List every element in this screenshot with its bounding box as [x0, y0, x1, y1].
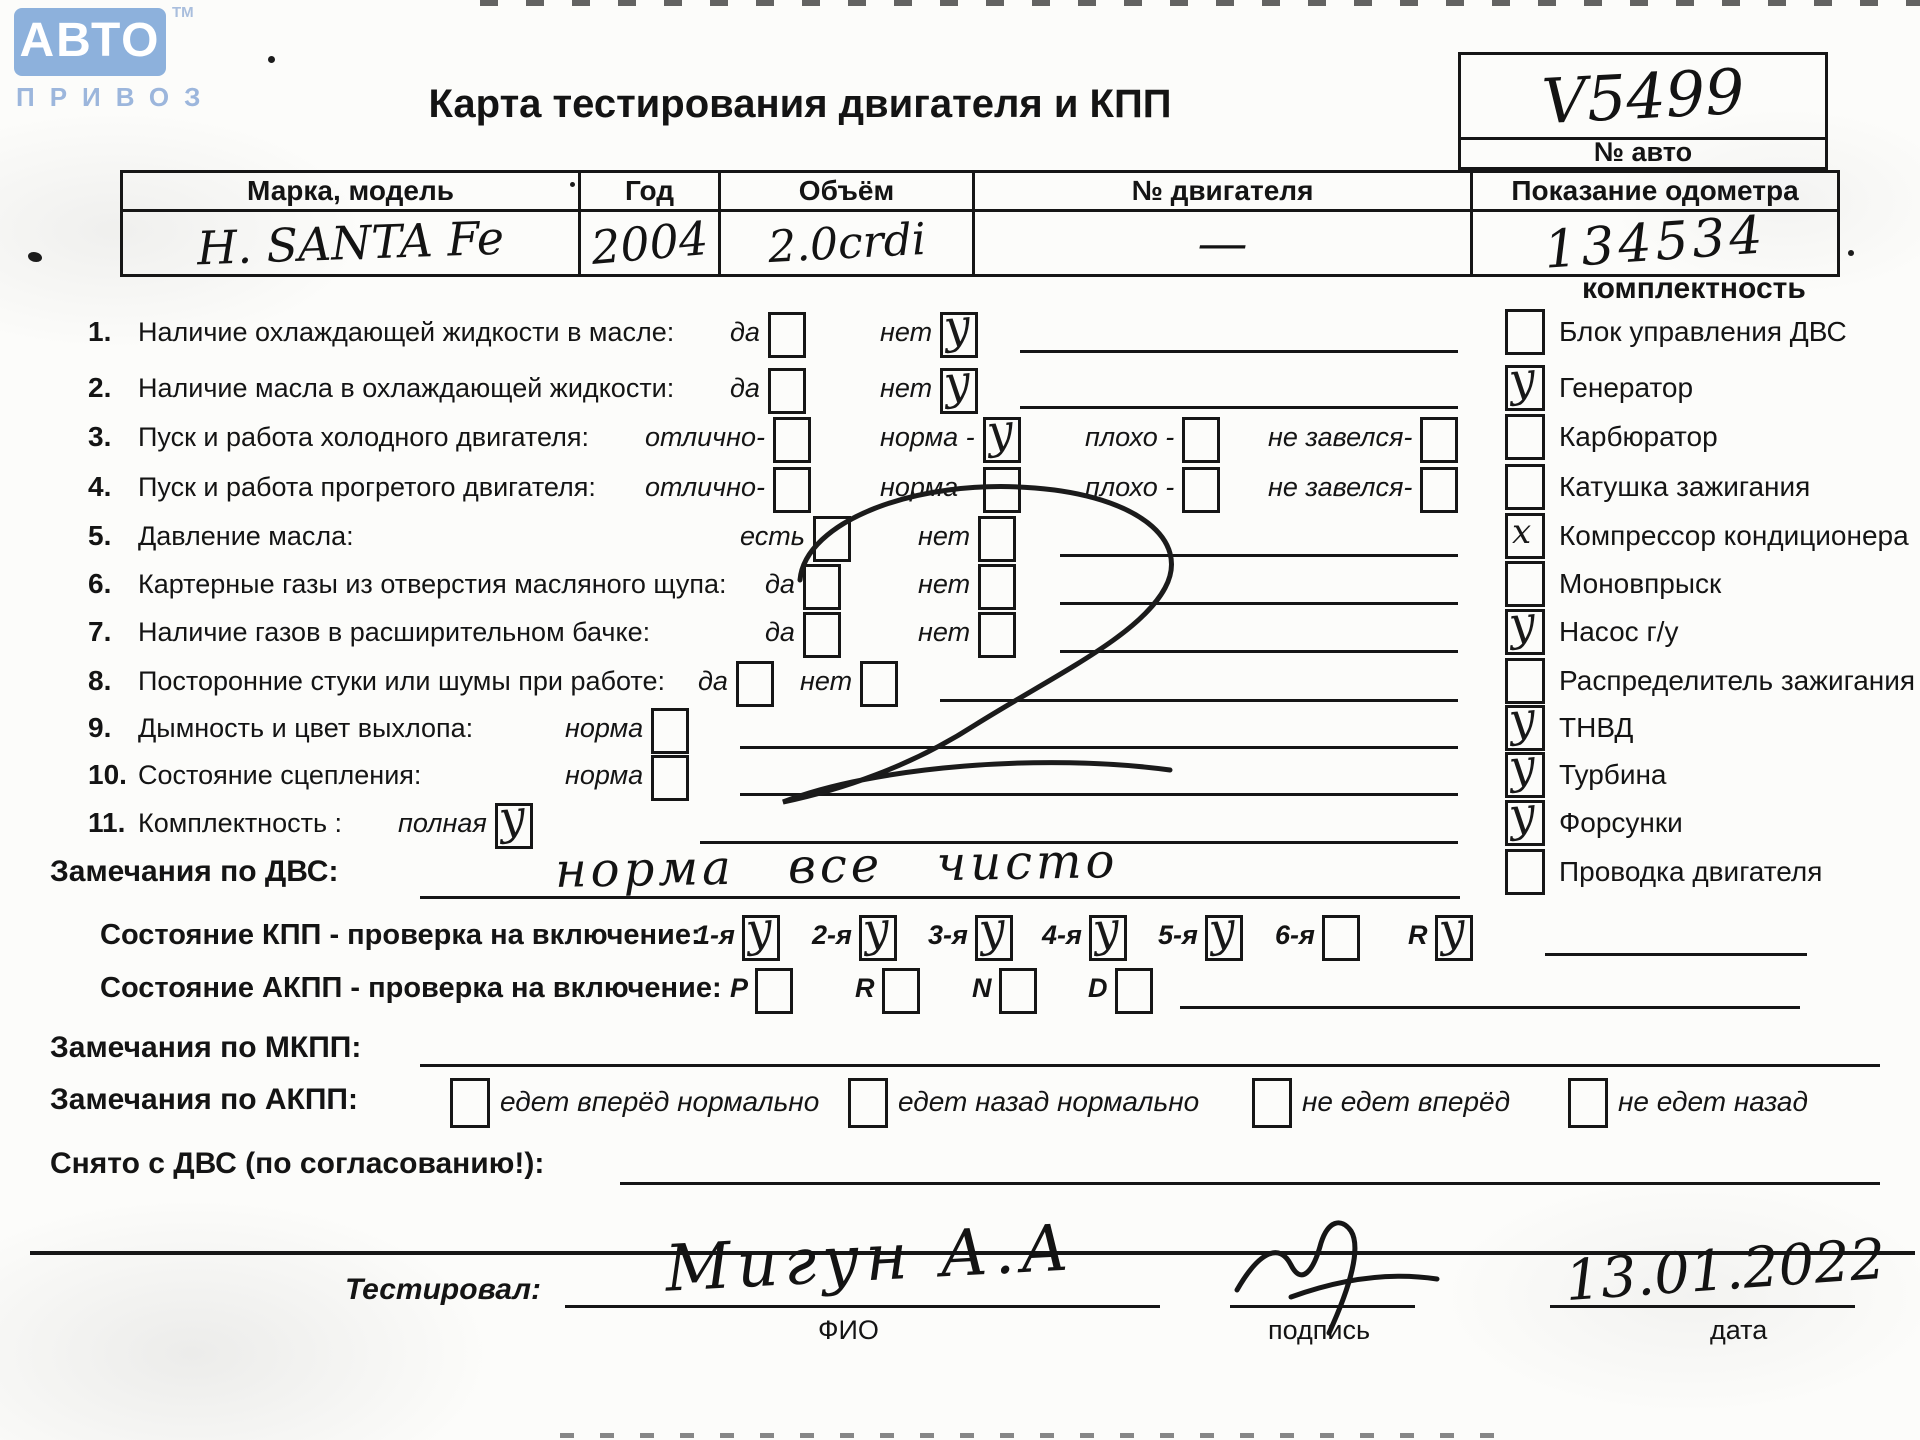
removed-line[interactable]: [620, 1182, 1880, 1185]
item-label: Состояние сцепления:: [138, 760, 422, 790]
tester-name-handwriting: Мигун А.А: [663, 1211, 1077, 1307]
option-label: отлично-: [645, 472, 765, 502]
option-label: нет: [918, 617, 971, 647]
equipment-item: [1505, 801, 1683, 845]
scan-edge-artifact-top: [480, 0, 1920, 6]
checkbox-da[interactable]: [768, 312, 806, 358]
tested-by-label: Тестировал:: [345, 1273, 541, 1306]
table-header-row: [122, 172, 1839, 211]
item-label: Наличие охлаждающей жидкости в масле:: [138, 317, 675, 347]
gear-1: [695, 913, 780, 961]
checkbox-ignition-coil[interactable]: [1505, 464, 1545, 510]
gear-label: 5-я: [1158, 920, 1198, 950]
equipment-item: [1505, 514, 1909, 558]
checkbox-plokho[interactable]: [1182, 417, 1220, 463]
checkbox-injectors[interactable]: [1505, 800, 1545, 846]
checkbox-gear-6[interactable]: [1322, 915, 1360, 961]
checkbox-ne-zavelsya[interactable]: [1420, 467, 1458, 513]
equipment-label: Турбина: [1559, 759, 1667, 790]
equipment-label: Компрессор кондиционера: [1559, 520, 1909, 551]
akpp-option-label: едет назад нормально: [898, 1086, 1200, 1117]
col-brand-model: Марка, модель: [122, 172, 580, 211]
equipment-label: Распределитель зажигания: [1559, 665, 1916, 696]
checkbox-gear-d[interactable]: [1115, 968, 1153, 1014]
equipment-label: Катушка зажигания: [1559, 471, 1811, 502]
gear-label: D: [1088, 973, 1108, 1003]
equipment-item: [1505, 850, 1822, 894]
checkbox-net[interactable]: [940, 312, 978, 358]
write-line[interactable]: [1180, 1006, 1800, 1009]
checkbox-otlichno[interactable]: [773, 417, 811, 463]
checkbox-power-steering-pump[interactable]: [1505, 609, 1545, 655]
checkbox-polnaya[interactable]: [495, 803, 533, 849]
item-label: Давление масла:: [138, 521, 354, 551]
option-net: [880, 366, 978, 414]
checkbox-engine-ecu[interactable]: [1505, 309, 1545, 355]
equipment-label: Моновпрыск: [1559, 568, 1722, 599]
gear-3: [928, 913, 1013, 961]
date-handwriting: 13.01.2022: [1563, 1226, 1888, 1315]
option-label: нет: [880, 373, 933, 403]
akpp-remarks-label: Замечания по АКПП:: [50, 1083, 358, 1116]
equipment-label: Насос г/у: [1559, 616, 1679, 647]
option-label: нет: [918, 569, 971, 599]
checkbox-net[interactable]: [940, 368, 978, 414]
completeness-header: комплектность: [1582, 272, 1806, 305]
gear-label: 2-я: [812, 920, 852, 950]
item-label: Пуск и работа холодного двигателя:: [138, 422, 589, 452]
car-number-label: № авто: [1458, 137, 1828, 170]
option-plokho: [1085, 415, 1220, 463]
item-number: 8.: [88, 665, 112, 696]
option-norma: [565, 706, 689, 754]
kpp-label: Состояние КПП - проверка на включение:: [100, 919, 701, 951]
kpp-row: [0, 913, 1920, 957]
engine-number-value: —: [1197, 214, 1248, 272]
gear-label: P: [730, 973, 749, 1003]
option-label: отлично-: [645, 422, 765, 452]
gear-r: [1408, 913, 1473, 961]
fio-line[interactable]: [565, 1305, 1160, 1308]
checkbox-gear-5[interactable]: [1205, 915, 1243, 961]
akpp-option-label: не едет назад: [1618, 1086, 1808, 1117]
option-norma: [880, 415, 1021, 463]
item-number: 11.: [88, 807, 126, 838]
page-title: Карта тестирования двигателя и КПП: [428, 82, 1172, 126]
equipment-label: Форсунки: [1559, 807, 1683, 838]
gear-label: 1-я: [695, 920, 735, 950]
checkbox-norma[interactable]: [651, 708, 689, 754]
equipment-item: [1505, 659, 1915, 703]
option-label: есть: [740, 521, 805, 551]
option-da: [730, 310, 806, 358]
signature-label: подпись: [1268, 1315, 1371, 1345]
vehicle-header-table: [120, 170, 1840, 281]
gear-label: 4-я: [1042, 920, 1082, 950]
write-line[interactable]: [1020, 350, 1458, 353]
cell-brand-model[interactable]: [122, 211, 580, 276]
equipment-item: [1505, 465, 1810, 509]
checkbox-gear-3[interactable]: [975, 915, 1013, 961]
item-number: 1.: [88, 316, 112, 347]
car-number-value: V5499: [1539, 54, 1747, 138]
table-value-row: [122, 211, 1839, 276]
option-da: [730, 366, 806, 414]
akpp-option-label: не едет вперёд: [1302, 1086, 1511, 1117]
option-label: плохо -: [1085, 422, 1175, 452]
date-label: дата: [1710, 1315, 1768, 1345]
checkbox-reverse-ok[interactable]: [848, 1078, 888, 1128]
akpp-option-no-forward: [1252, 1078, 1510, 1128]
item-number: 5.: [88, 520, 112, 551]
gear-5: [1158, 913, 1243, 961]
col-engine-number: № двигателя: [974, 172, 1472, 211]
item-label: Пуск и работа прогретого двигателя:: [138, 472, 596, 502]
option-otlichno: [645, 415, 811, 463]
checkbox-gear-r[interactable]: [882, 968, 920, 1014]
option-label: да: [730, 373, 760, 403]
checkbox-engine-wiring[interactable]: [1505, 849, 1545, 895]
ink-speck: [268, 56, 275, 63]
option-label: полная: [398, 808, 487, 838]
equipment-label: ТНВД: [1559, 712, 1634, 743]
checkbox-forward-ok[interactable]: [450, 1078, 490, 1128]
cell-year[interactable]: [580, 211, 720, 276]
item-number: 3.: [88, 421, 112, 452]
akpp-option-reverse-ok: [848, 1078, 1199, 1128]
equipment-item: [1505, 610, 1678, 654]
col-volume: Объём: [720, 172, 974, 211]
option-label: норма -: [880, 422, 975, 452]
gear-2: [812, 913, 897, 961]
mkpp-remarks-label: Замечания по МКПП:: [50, 1031, 362, 1064]
cell-engine-number[interactable]: [974, 211, 1472, 276]
option-ne-zavelsya: [1268, 415, 1458, 463]
item-label: Дымность и цвет выхлопа:: [138, 713, 474, 743]
gear-label: R: [855, 973, 875, 1003]
logo-subtitle: ПРИВОЗ: [16, 82, 216, 112]
checkbox-gear-2[interactable]: [859, 915, 897, 961]
equipment-item: [1505, 415, 1718, 459]
option-label: плохо -: [1085, 472, 1175, 502]
gear-n: [972, 966, 1037, 1014]
fio-label: ФИО: [818, 1315, 879, 1345]
checkbox-norma[interactable]: [651, 755, 689, 801]
equipment-item: [1505, 562, 1721, 606]
checkbox-norma[interactable]: [983, 417, 1021, 463]
option-label: нет: [800, 666, 853, 696]
gear-4: [1042, 913, 1127, 961]
brand-model-value: H. SANTA Fe: [196, 210, 505, 276]
checkbox-gear-4[interactable]: [1089, 915, 1127, 961]
write-line[interactable]: [1020, 406, 1458, 409]
akpp-remarks-row: [0, 1078, 1920, 1126]
checkbox-no-forward[interactable]: [1252, 1078, 1292, 1128]
option-label: норма -: [880, 472, 975, 502]
item-label: Картерные газы из отверстия масляного щупа:: [138, 569, 727, 599]
checkbox-ac-compressor[interactable]: [1505, 513, 1545, 559]
item-number: 10.: [88, 759, 127, 790]
dvs-remarks-value: норма все чисто: [554, 833, 1119, 899]
dvs-remarks-label: Замечания по ДВС:: [50, 855, 339, 888]
akpp-row: [0, 966, 1920, 1010]
item-label: Комплектность :: [138, 808, 343, 838]
checkbox-gear-n[interactable]: [999, 968, 1037, 1014]
gear-6: [1275, 913, 1360, 961]
odometer-value: 134534: [1541, 205, 1769, 281]
item-number: 9.: [88, 712, 112, 743]
col-year: Год: [580, 172, 720, 211]
gear-p: [730, 966, 793, 1014]
checkbox-gear-1[interactable]: [742, 915, 780, 961]
option-label: нет: [880, 317, 933, 347]
option-polnaya: [398, 801, 533, 849]
mkpp-remarks-line[interactable]: [420, 1064, 1880, 1067]
checkbox-carburetor[interactable]: [1505, 414, 1545, 460]
write-line[interactable]: [1545, 953, 1807, 956]
equipment-label: Генератор: [1559, 372, 1694, 403]
item-label: Посторонние стуки или шумы при работе:: [138, 666, 665, 696]
equipment-label: Карбюратор: [1559, 421, 1718, 452]
checkbox-no-reverse[interactable]: [1568, 1078, 1608, 1128]
akpp-option-forward-ok: [450, 1078, 819, 1128]
checkbox-da[interactable]: [768, 368, 806, 414]
cell-odometer[interactable]: [1472, 205, 1839, 281]
logo-tm-mark: TM: [172, 4, 194, 21]
checkbox-gear-p[interactable]: [755, 968, 793, 1014]
ink-speck: [1848, 250, 1854, 256]
option-label: норма: [565, 713, 644, 743]
gear-label: 3-я: [928, 920, 968, 950]
item-number: 7.: [88, 616, 112, 647]
option-label: нет: [918, 521, 971, 551]
ink-speck: [28, 252, 42, 262]
handwritten-grade-2-scrawl: [745, 470, 1215, 820]
item-number: 4.: [88, 471, 112, 502]
removed-from-engine-label: Снято с ДВС (по согласованию!):: [50, 1147, 545, 1180]
item-number: 2.: [88, 372, 112, 403]
volume-value: 2.0crdi: [766, 213, 927, 273]
year-value: 2004: [588, 211, 711, 275]
option-net: [880, 310, 978, 358]
option-norma: [565, 753, 689, 801]
gear-d: [1088, 966, 1153, 1014]
cell-volume[interactable]: [720, 211, 974, 276]
gear-label: 6-я: [1275, 920, 1315, 950]
option-ne-zavelsya: [1268, 465, 1458, 513]
equipment-item: [1505, 366, 1693, 410]
item-label: Наличие масла в охлаждающей жидкости:: [138, 373, 675, 403]
item-label: Наличие газов в расширительном бачке:: [138, 617, 651, 647]
item-number: 6.: [88, 568, 112, 599]
checkbox-generator[interactable]: [1505, 365, 1545, 411]
option-label: да: [698, 666, 728, 696]
signature-scribble: [1225, 1205, 1465, 1335]
equipment-label: Проводка двигателя: [1559, 856, 1823, 887]
checkbox-ne-zavelsya[interactable]: [1420, 417, 1458, 463]
gear-r: [855, 966, 920, 1014]
gear-label: R: [1408, 920, 1428, 950]
option-label: да: [765, 617, 795, 647]
equipment-label: Блок управления ДВС: [1559, 316, 1847, 347]
akpp-option-no-reverse: [1568, 1078, 1808, 1128]
option-label: не завелся-: [1268, 472, 1413, 502]
equipment-item: [1505, 310, 1847, 354]
checkbox-gear-r[interactable]: [1435, 915, 1473, 961]
option-label: норма: [565, 760, 644, 790]
car-number-box: [1458, 52, 1828, 140]
option-label: да: [730, 317, 760, 347]
akpp-label: Состояние АКПП - проверка на включение:: [100, 972, 722, 1004]
col-odometer: Показание одометра: [1472, 172, 1839, 211]
option-label: да: [765, 569, 795, 599]
option-label: не завелся-: [1268, 422, 1413, 452]
akpp-option-label: едет вперёд нормально: [500, 1086, 820, 1117]
avto-privoz-logo: АВТО: [14, 8, 166, 76]
scan-edge-artifact-bottom: [560, 1433, 1520, 1438]
gear-label: N: [972, 973, 992, 1003]
